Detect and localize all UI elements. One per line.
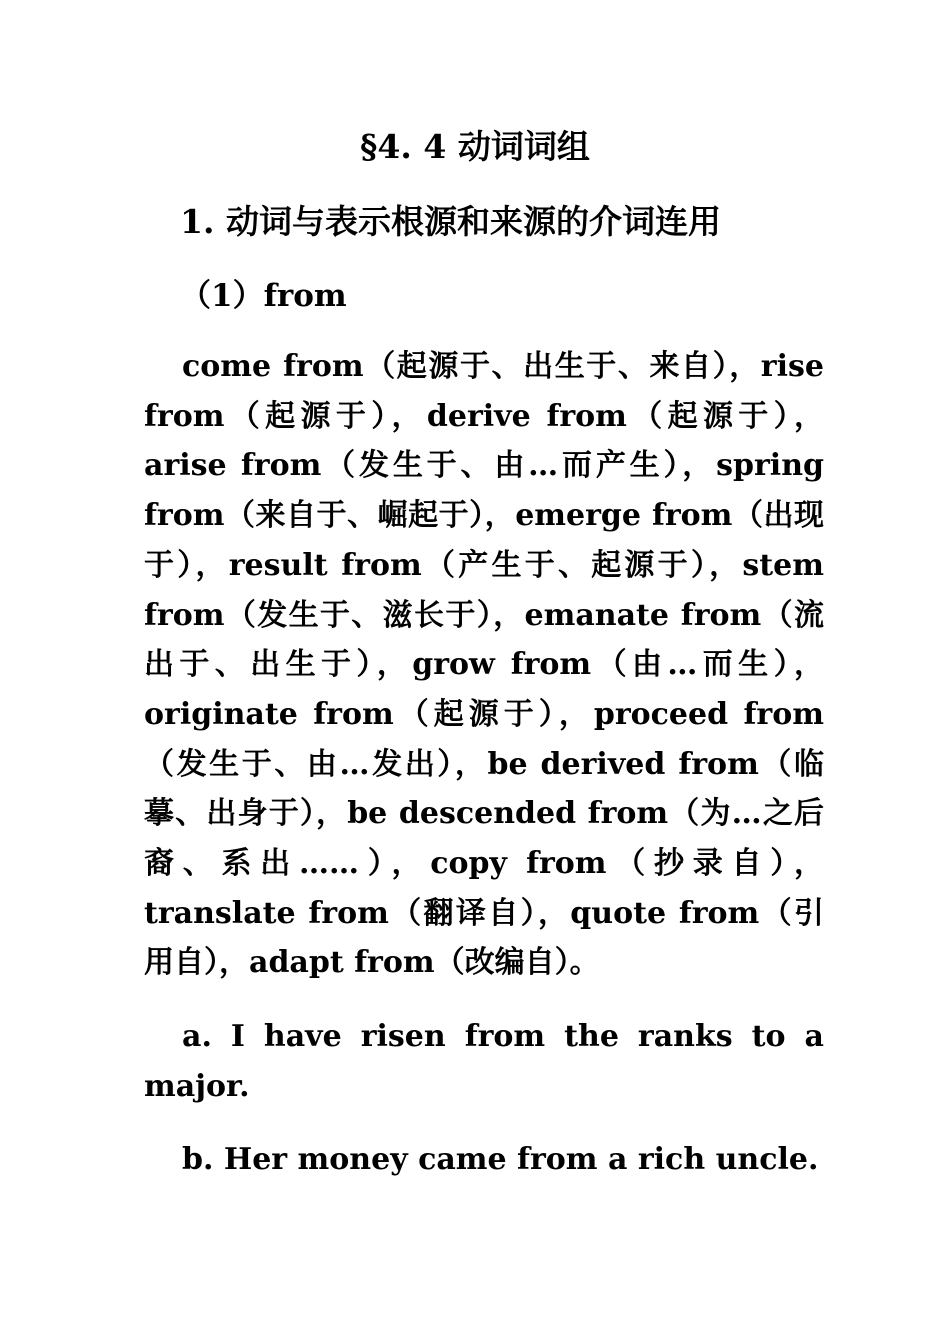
phrase-list-paragraph: come from（起源于、出生于、来自），rise from（起源于），derive from（起源于），arise from（发生于、由…而产生），spring from（来自于、崛起于），emerge from（出现于），result from（产生于、起源于），stem from（发生于、滋长于），emanate from（流出于、出生于），grow from（由…而生），originate from（起源于），proceed from（发生于、由…发出），be derived from（临摹、出身于），be descended from（为…之后裔、系出……），copy from（抄录自），translate from（翻译自），quote from（引用自），adapt from（改编自）。 <box>144 349 824 981</box>
section-title: §4. 4 动词词组 <box>360 127 590 166</box>
example-sentence-a: a. I have risen from the ranks to a major. <box>144 1019 824 1104</box>
example-sentence-b: b. Her money came from a rich uncle. <box>182 1142 819 1177</box>
section-heading: 1. 动词与表示根源和来源的介词连用 <box>180 202 721 241</box>
subsection-heading: （1）from <box>180 278 347 314</box>
